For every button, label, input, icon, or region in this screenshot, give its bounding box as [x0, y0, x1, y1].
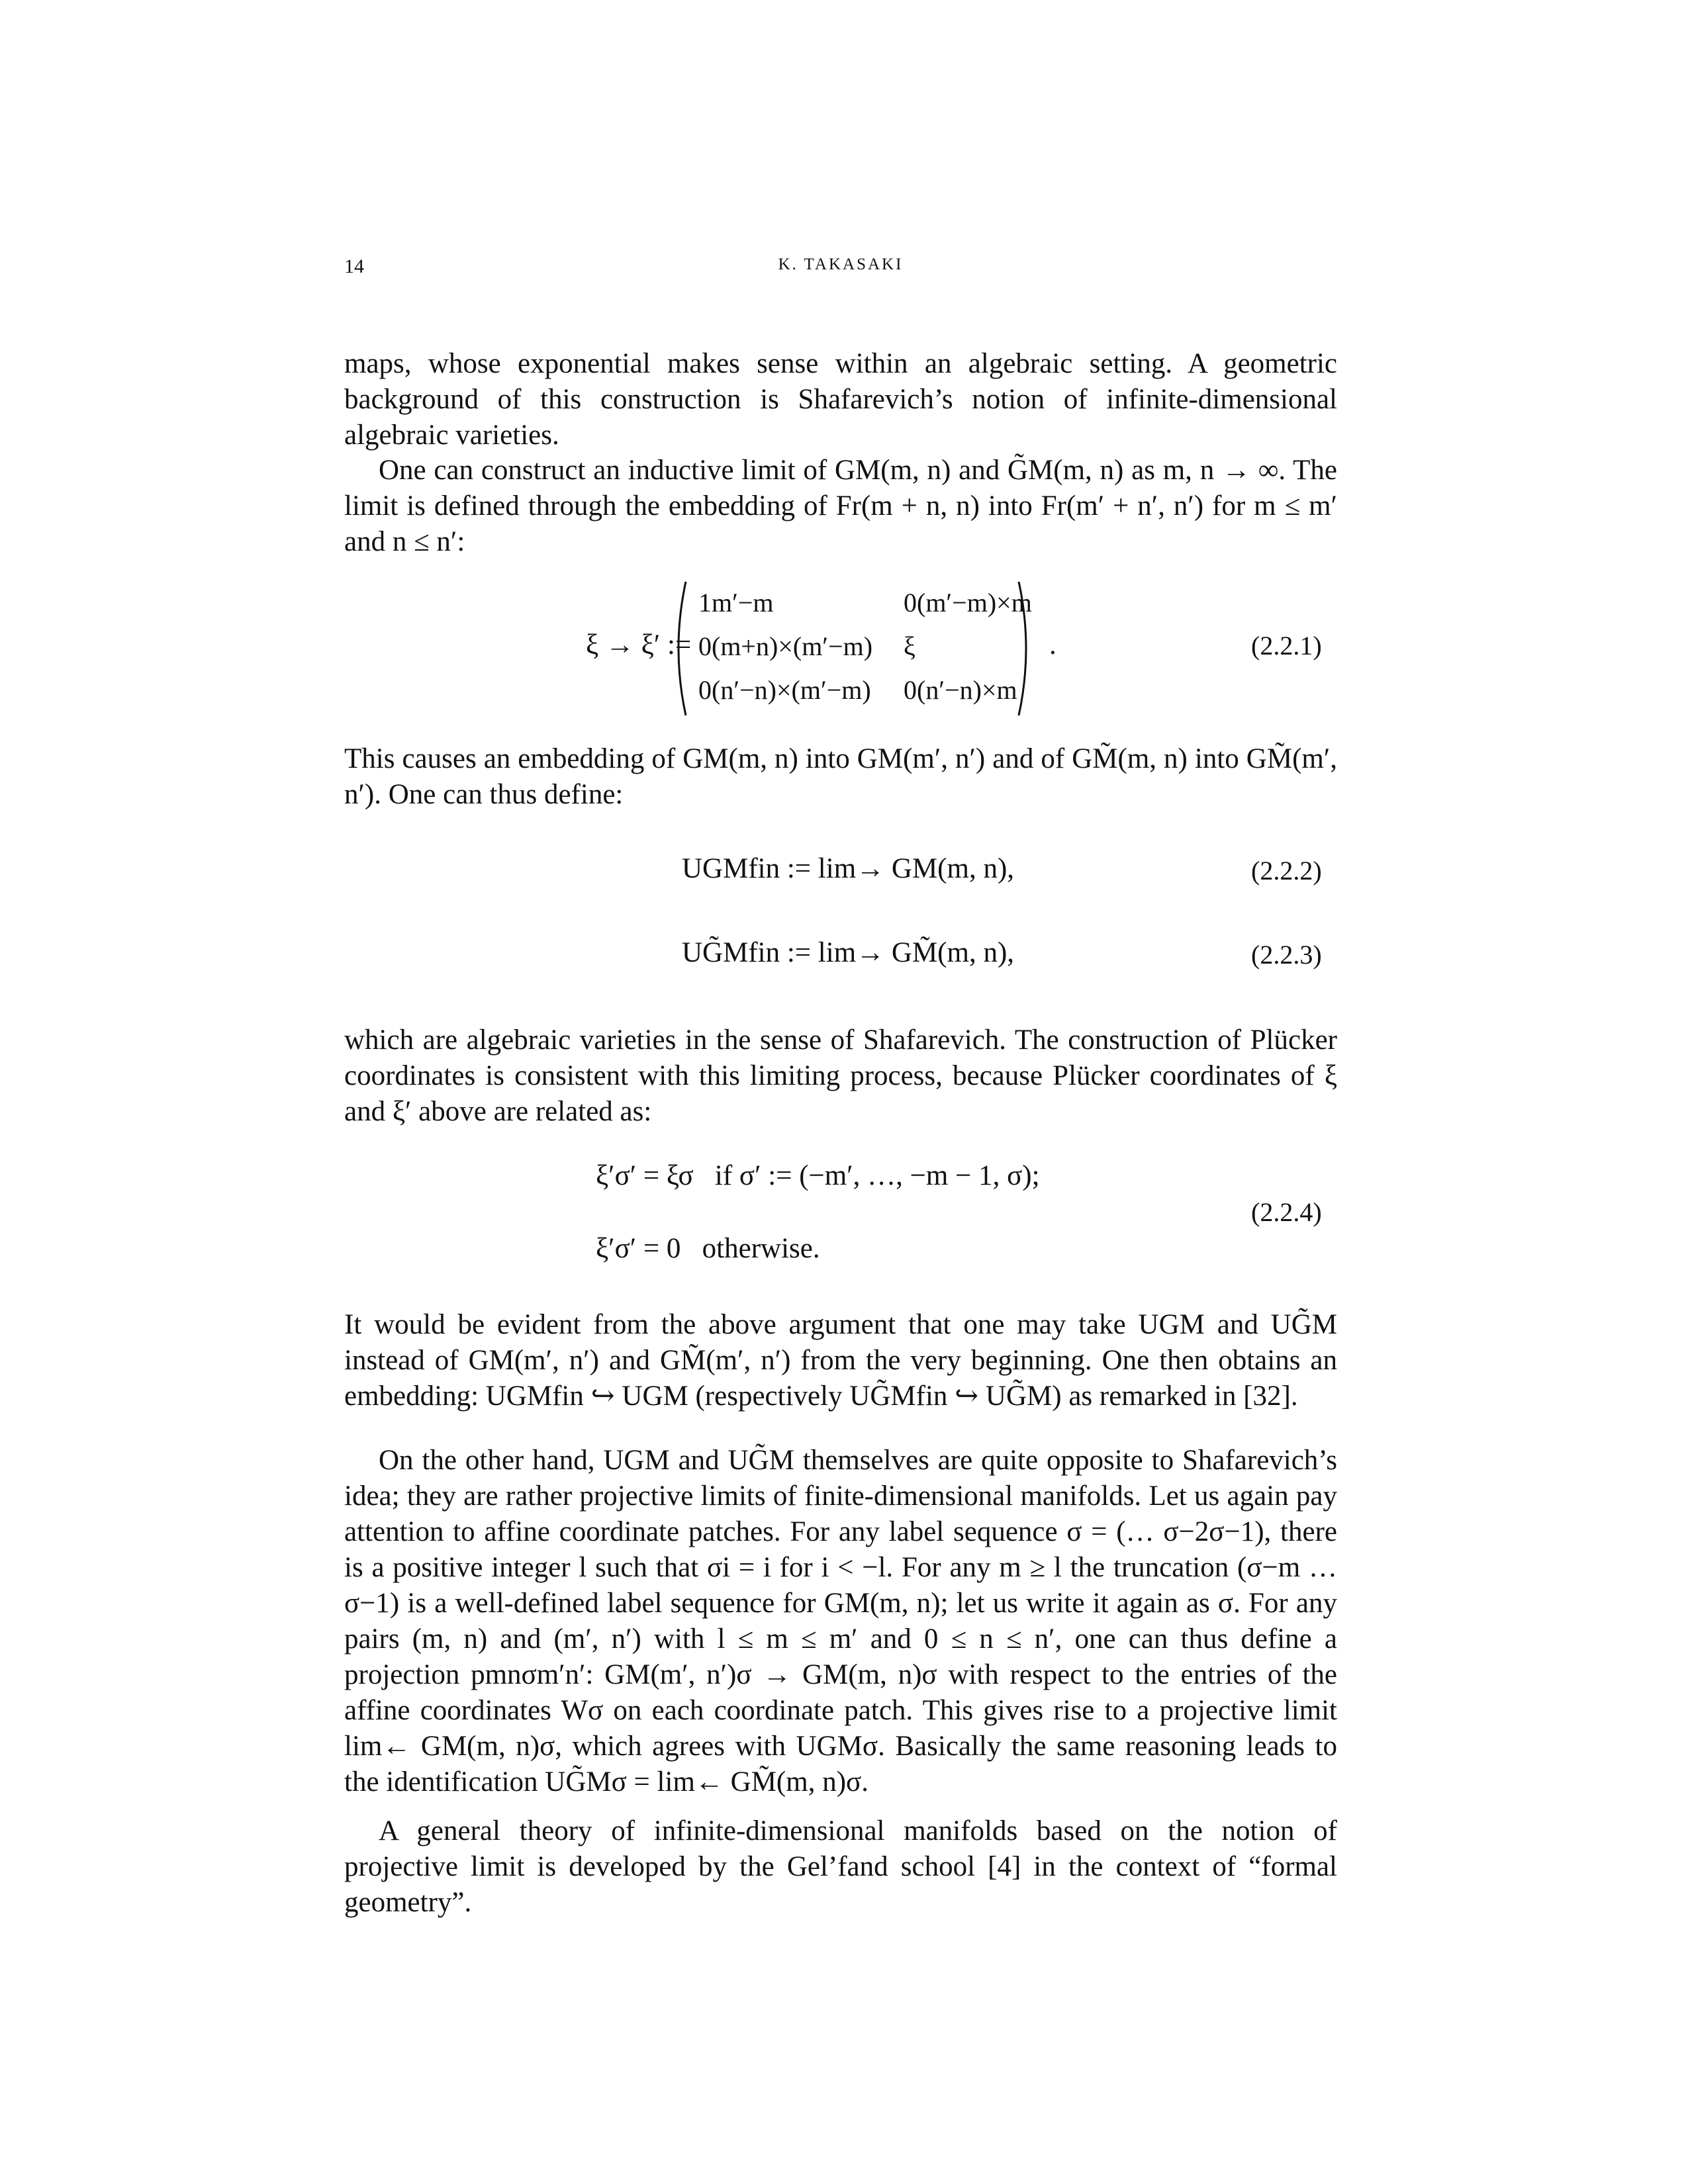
paragraph-4: which are algebraic varieties in the sense of Shafarevich. The construction of Plücker coordinates is consistent with this limiting process, because Plücker coordinates of ξ and ξ′ above are related as:	[344, 1024, 1337, 1127]
equation-2-2-1-lhs: ξ → ξ′ :=	[586, 629, 692, 660]
paragraph-5: It would be evident from the above argument that one may take UGM and UG̃M instead of GM(m′, n′) and GM̃(m′, n′) from the very beginning. One then obtains an embedding: UGMfin ↪ UGM (respectively UG̃Mfin ↪ UG̃M) as remarked in [32].	[344, 1309, 1337, 1412]
equation-2-2-4-line-1: ξ′σ′ = ξσ if σ′ := (−m′, …, −m − 1, σ);	[596, 1160, 1040, 1191]
page-header	[344, 255, 1337, 289]
running-head: K. TAKASAKI	[778, 255, 904, 273]
paragraph-6: On the other hand, UGM and UG̃M themselves are quite opposite to Shafarevich’s idea; they are rather projective limits of finite-dimensional manifolds. Let us again pay attention to affine coordinate patches. For any label sequence σ = (… σ−2σ−1), there is a positive integer l such that σi = i for i < −l. For any m ≥ l the truncation (σ−m … σ−1) is a well-defined label sequence for GM(m, n); let us write it again as σ. For any pairs (m, n) and (m′, n′) with l ≤ m ≤ m′ and 0 ≤ n ≤ n′, one can thus define a projection pmnσm′n′: GM(m′, n′)σ → GM(m, n)σ with respect to the entries of the affine coordinates Wσ on each coordinate patch. This gives rise to a projective limit lim← GM(m, n)σ, which agrees with UGMσ. Basically the same reasoning leads to the identification UG̃Mσ = lim← GM̃(m, n)σ.	[344, 1445, 1337, 1797]
equation-2-2-4-line-2: ξ′σ′ = 0 otherwise.	[596, 1233, 820, 1264]
matrix-cell-1-2: 0(m′−m)×m	[904, 588, 1032, 617]
paragraph-2: One can construct an inductive limit of GM(m, n) and G̃M(m, n) as m, n → ∞. The limit is defined through the embedding of Fr(m + n, n) into Fr(m′ + n′, n′) for m ≤ m′ and n ≤ n′:	[344, 455, 1337, 557]
paragraph-3: This causes an embedding of GM(m, n) into GM(m′, n′) and of GM̃(m, n) into GM̃(m′, n′). One can thus define:	[344, 743, 1337, 810]
matrix-cell-3-2: 0(n′−n)×m	[904, 675, 1017, 705]
left-parenthesis-icon	[669, 579, 688, 718]
equation-number-2-2-4: (2.2.4)	[1251, 1197, 1322, 1227]
paragraph-7: A general theory of infinite-dimensional manifolds based on the notion of projective limit is developed by the Gel’fand school [4] in the context of “formal geometry”.	[344, 1815, 1337, 1918]
right-parenthesis-icon	[1016, 579, 1036, 718]
equation-number-2-2-2: (2.2.2)	[1251, 856, 1322, 886]
matrix-cell-2-1: 0(m+n)×(m′−m)	[698, 631, 873, 661]
equation-number-2-2-1: (2.2.1)	[1251, 631, 1322, 660]
equation-number-2-2-3: (2.2.3)	[1251, 940, 1322, 970]
matrix-cell-2-2: ξ	[904, 631, 915, 661]
matrix-cell-1-1: 1m′−m	[698, 588, 774, 617]
equation-2-2-3: UG̃Mfin := lim→ GM̃(m, n),	[682, 937, 1015, 968]
equation-2-2-1-matrix	[669, 579, 1039, 718]
equation-2-2-1-period: .	[1049, 629, 1056, 660]
page-number: 14	[344, 255, 364, 277]
equation-2-2-2: UGMfin := lim→ GM(m, n),	[682, 853, 1015, 884]
paragraph-1: maps, whose exponential makes sense within an algebraic setting. A geometric background of this construction is Shafarevich’s notion of infinite-dimensional algebraic varieties.	[344, 348, 1337, 451]
matrix-cell-3-1: 0(n′−n)×(m′−m)	[698, 675, 871, 705]
